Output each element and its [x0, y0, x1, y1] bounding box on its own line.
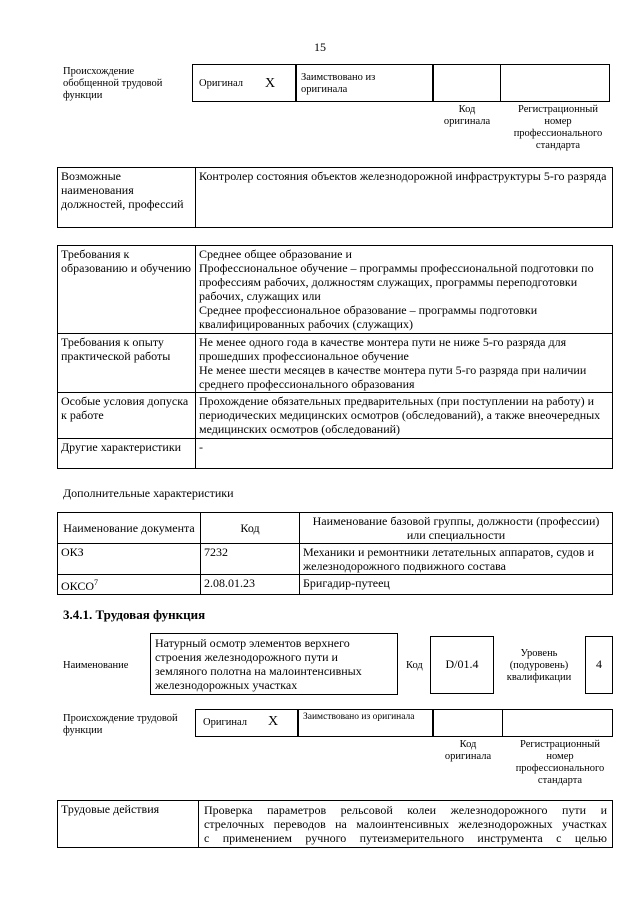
education-line: Среднее общее образование и [199, 247, 352, 261]
origin-borrowed-label: Заимствовано из оригинала [301, 72, 376, 95]
requirements-table [57, 245, 613, 469]
origin-code-label: Код оригинала [443, 104, 491, 127]
additional-title: Дополнительные характеристики [63, 486, 234, 500]
additional-header-doc: Наименование документа [58, 513, 201, 544]
function-code-label: Код [406, 660, 423, 671]
origin-label: Происхождение обобщенной трудовой функции [63, 66, 163, 101]
additional-name: Бригадир-путеец [300, 575, 613, 595]
labor-actions-label: Трудовые действия [58, 801, 199, 848]
page-number: 15 [314, 40, 326, 54]
possible-names-label: Возможные наименования должностей, профессий [58, 168, 196, 228]
function-name-value: Натурный осмотр элементов верхнего строения железнодорожного пути и земляного полотна на малоинтенсивных железнодорожных участках [150, 633, 398, 695]
other-value: - [196, 439, 613, 469]
origin2-reg-label: Регистрационный номер профессионального стандарта [515, 739, 605, 786]
function-name-label: Наименование [63, 660, 129, 671]
origin-reg-label: Регистрационный номер профессионального стандарта [513, 104, 603, 151]
possible-names-value: Контролер состояния объектов железнодорожной инфраструктуры 5-го разряда [196, 168, 613, 228]
additional-doc-text: ОКСО [61, 579, 95, 593]
special-conditions-value: Прохождение обязательных предварительных (при поступлении на работу) и периодических медицинских осмотров (обследований), а также внеочередных медицинских осмотров (обследований) [196, 393, 613, 439]
origin-mark: X [265, 76, 276, 91]
education-line: Среднее профессиональное образование – программы подготовки квалифицированных рабочих (служащих) [199, 303, 538, 331]
origin-code-cell [433, 64, 501, 102]
special-conditions-label: Особые условия допуска к работе [58, 393, 196, 439]
other-label: Другие характеристики [58, 439, 196, 469]
additional-table [57, 512, 613, 595]
labor-actions-line: с применением ручного путеизмерительного инструмента с целью [204, 831, 607, 845]
function-level-label: Уровень (подуровень) квалификации [506, 648, 572, 683]
labor-actions-value [199, 801, 613, 848]
additional-doc [58, 575, 201, 595]
additional-doc: ОКЗ [58, 544, 201, 575]
labor-actions-table [57, 800, 613, 848]
origin2-code-cell [433, 709, 503, 737]
experience-label: Требования к опыту практической работы [58, 334, 196, 393]
additional-code: 7232 [201, 544, 300, 575]
additional-name: Механики и ремонтники летательных аппаратов, судов и железнодорожного подвижного состава [300, 544, 613, 575]
additional-header-code: Код [201, 513, 300, 544]
origin-original-label: Оригинал [199, 78, 243, 89]
function-code-value: D/01.4 [430, 636, 494, 694]
education-label: Требования к образованию и обучению [58, 246, 196, 334]
education-line: Профессиональное обучение – программы профессиональной подготовки по профессиям рабочих, должностям служащих, программы переподготовки рабочих, служащих или [199, 261, 594, 303]
origin2-borrowed-label: Заимствовано из оригинала [303, 712, 415, 722]
possible-names-table [57, 167, 613, 228]
experience-line: Не менее одного года в качестве монтера пути не ниже 5-го разряда для прошедших профессиональное обучение [199, 335, 567, 363]
labor-actions-line: стрелочных переводов на малоинтенсивных железнодорожных участках [204, 817, 607, 831]
labor-actions-line: Проверка параметров рельсовой колеи железнодорожного пути и [204, 803, 607, 817]
experience-value [196, 334, 613, 393]
footnote-mark: 7 [94, 578, 99, 587]
origin2-code-label: Код оригинала [444, 739, 492, 762]
section-heading: 3.4.1. Трудовая функция [63, 607, 206, 622]
table-row [58, 544, 613, 575]
table-row [58, 575, 613, 595]
additional-header-name: Наименование базовой группы, должности (профессии) или специальности [300, 513, 613, 544]
origin2-original-label: Оригинал [203, 717, 247, 728]
origin2-label: Происхождение трудовой функции [63, 713, 178, 736]
experience-line: Не менее шести месяцев в качестве монтера пути 5-го разряда при наличии среднего профессионального образования [199, 363, 587, 391]
function-level-value: 4 [585, 636, 613, 694]
additional-code: 2.08.01.23 [201, 575, 300, 595]
education-value [196, 246, 613, 334]
origin2-mark: X [268, 714, 279, 729]
